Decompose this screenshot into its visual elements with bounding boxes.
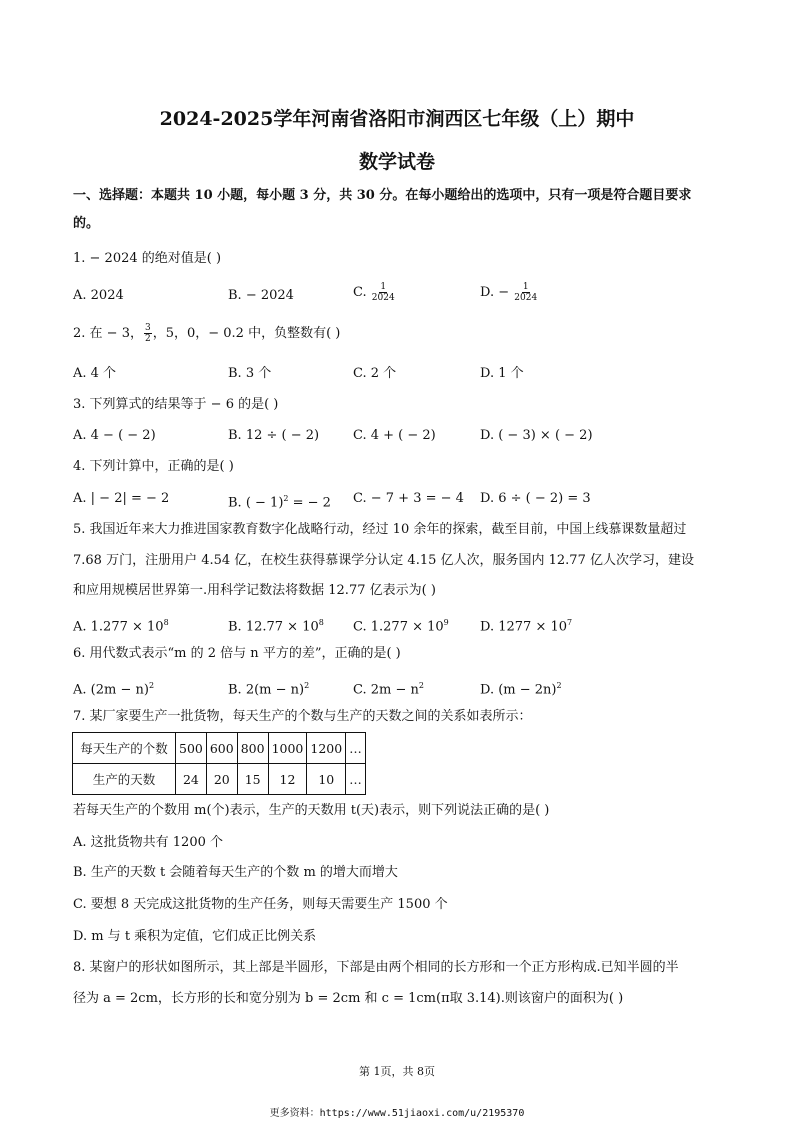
- q4-option-b-rest: = − 2: [288, 495, 331, 511]
- q5-option-a: [73, 614, 169, 636]
- q5-option-b-exponent: 8: [318, 618, 324, 627]
- q5-option-c: [353, 614, 449, 636]
- q3-option-d: D. ( − 3) × ( − 2): [480, 428, 593, 443]
- q6-option-c-exponent: 2: [418, 681, 424, 690]
- q5-option-b: [228, 614, 324, 636]
- q6-option-d: [480, 677, 562, 699]
- q1-option-a: A. 2024: [73, 288, 124, 303]
- fraction-denominator: 2024: [514, 293, 538, 303]
- table-cell: 12: [268, 764, 307, 795]
- q5-option-d: [480, 614, 572, 636]
- q2-fraction: [144, 323, 152, 344]
- q3-option-c: C. 4 + ( − 2): [353, 428, 436, 443]
- fraction-denominator: 2: [144, 334, 151, 344]
- q2-stem-part2: ，5，0，− 0.2 中，负整数有( ): [152, 326, 341, 341]
- fraction-denominator: 2024: [371, 293, 395, 303]
- q7-option-b: B. 生产的天数 t 会随着每天生产的个数 m 的增大而增大: [73, 865, 398, 880]
- table-cell: 15: [237, 764, 268, 795]
- q5-option-b-base: B. 12.77 × 10: [228, 619, 319, 635]
- q6-option-b-exponent: 2: [304, 681, 310, 690]
- q6-option-b-base: B. 2(m − n): [228, 682, 305, 698]
- table-cell: 800: [237, 733, 268, 764]
- more-resources-link[interactable]: 更多资料：https://www.51jiaoxi.com/u/2195370: [269, 1108, 525, 1119]
- q7-stem: 7. 某厂家要生产一批货物，每天生产的个数与生产的天数之间的关系如表所示：: [73, 709, 532, 724]
- q3-stem: 3. 下列算式的结果等于 − 6 的是( ): [73, 397, 279, 412]
- q1-stem: 1. − 2024 的绝对值是( ): [73, 251, 222, 266]
- q8-stem-line1: 8. 某窗户的形状如图所示，其上部是半圆形，下部是由两个相同的长方形和一个正方形构成.已知半圆的半: [73, 960, 679, 975]
- q6-option-a-base: A. (2m − n): [73, 682, 149, 698]
- q6-option-a-exponent: 2: [148, 681, 155, 690]
- section-heading-line2: 的。: [73, 216, 100, 231]
- section-heading-line1: 一、选择题：本题共 10 小题，每小题 3 分，共 30 分。在每小题给出的选项中，只有一项是符合题目要求: [73, 188, 692, 203]
- q7-option-a: A. 这批货物共有 1200 个: [73, 835, 224, 850]
- table-cell: 600: [206, 733, 237, 764]
- exam-subtitle: 数学试卷: [358, 151, 435, 173]
- q5-stem-line3: 和应用规模居世界第一.用科学记数法将数据 12.77 亿表示为( ): [73, 583, 436, 598]
- q1-option-d-fraction: [514, 282, 537, 303]
- q4-option-a: A. | − 2| = − 2: [73, 491, 170, 506]
- q4-option-b-exponent: 2: [283, 494, 289, 503]
- table-cell: 生产的天数: [73, 764, 176, 795]
- q6-option-d-base: D. (m − 2n): [480, 682, 557, 698]
- q5-option-c-base: C. 1.277 × 10: [353, 619, 444, 635]
- q6-stem: 6. 用代数式表示“m 的 2 倍与 n 平方的差”，正确的是( ): [73, 646, 401, 661]
- q5-option-d-base: D. 1277 × 10: [480, 619, 568, 635]
- table-cell: 500: [176, 733, 207, 764]
- q7-option-d: D. m 与 t 乘积为定值，它们成正比例关系: [73, 929, 317, 944]
- q6-option-c-base: C. 2m − n: [353, 682, 419, 698]
- q2-stem: [73, 323, 340, 344]
- q3-option-a: A. 4 − ( − 2): [73, 428, 156, 443]
- q4-option-b: [228, 490, 331, 512]
- q2-stem-part1: 2. 在 − 3，: [73, 326, 143, 341]
- q5-stem-line1: 5. 我国近年来大力推进国家教育数字化战略行动，经过 10 余年的探索，截至目前，中国上线慕课数量超过: [73, 522, 687, 537]
- q1-option-c: [353, 282, 396, 303]
- q4-stem: 4. 下列计算中，正确的是( ): [73, 459, 234, 474]
- table-cell: …: [346, 733, 366, 764]
- q3-option-b: B. 12 ÷ ( − 2): [228, 428, 320, 443]
- q1-option-b: B. − 2024: [228, 288, 294, 303]
- q4-option-b-base: B. ( − 1): [228, 495, 284, 511]
- q5-option-d-exponent: 7: [567, 618, 573, 627]
- q6-option-c: [353, 677, 424, 699]
- q7-data-table: [72, 732, 366, 795]
- fraction-numerator: 1: [522, 282, 529, 292]
- q2-option-a: A. 4 个: [73, 366, 117, 381]
- table-cell: …: [346, 764, 366, 795]
- page-number: 第 1页，共 8页: [359, 1065, 435, 1078]
- table-cell: 20: [206, 764, 237, 795]
- q6-option-b: [228, 677, 309, 699]
- q8-stem-line2: 径为 a = 2cm，长方形的长和宽分别为 b = 2cm 和 c = 1cm(π取 3.14).则该窗户的面积为( ): [73, 991, 624, 1006]
- q5-option-a-exponent: 8: [163, 618, 169, 627]
- q7-option-c: C. 要想 8 天完成这批货物的生产任务，则每天需要生产 1500 个: [73, 897, 448, 912]
- q5-option-a-base: A. 1.277 × 10: [73, 619, 164, 635]
- q2-option-d: D. 1 个: [480, 366, 524, 381]
- fraction-numerator: 3: [144, 323, 151, 333]
- q4-option-d: D. 6 ÷ ( − 2) = 3: [480, 491, 591, 506]
- q1-option-d-label: D. −: [480, 285, 510, 300]
- q2-option-c: C. 2 个: [353, 366, 397, 381]
- table-cell: 10: [307, 764, 346, 795]
- q7-question: 若每天生产的个数用 m(个)表示，生产的天数用 t(天)表示，则下列说法正确的是( ): [73, 803, 550, 818]
- q6-option-d-exponent: 2: [556, 681, 562, 690]
- q1-option-c-fraction: [372, 282, 395, 303]
- q4-option-c: C. − 7 + 3 = − 4: [353, 491, 464, 506]
- table-row: [73, 733, 366, 764]
- table-cell: 1000: [268, 733, 307, 764]
- table-cell: 每天生产的个数: [73, 733, 176, 764]
- q6-option-a: [73, 677, 154, 699]
- table-cell: 1200: [307, 733, 346, 764]
- q5-option-c-exponent: 9: [443, 618, 449, 627]
- q5-stem-line2: 7.68 万门，注册用户 4.54 亿，在校生获得慕课学分认定 4.15 亿人次，服务国内 12.77 亿人次学习，建设: [73, 553, 694, 568]
- table-row: [73, 764, 366, 795]
- q2-option-b: B. 3 个: [228, 366, 272, 381]
- exam-title: 2024-2025学年河南省洛阳市涧西区七年级（上）期中: [159, 108, 635, 130]
- q1-option-c-label: C.: [353, 285, 367, 300]
- table-cell: 24: [176, 764, 207, 795]
- fraction-numerator: 1: [380, 282, 387, 292]
- q1-option-d: [480, 282, 538, 303]
